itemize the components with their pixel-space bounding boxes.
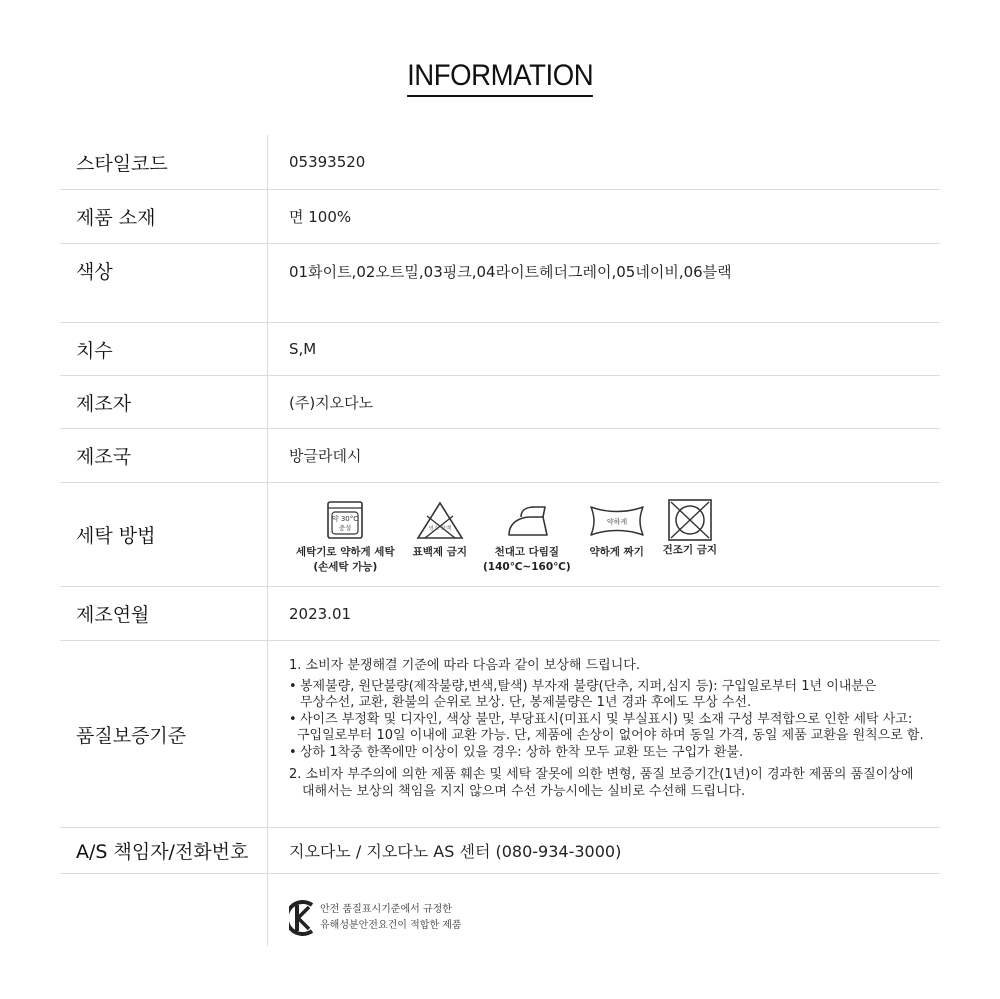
wash-caption-dryer: [663, 543, 717, 558]
row-mfg-date: [60, 587, 940, 641]
style-code-value: 05393520: [289, 153, 366, 171]
quality-bullet-1a: 봉제불량, 원단불량(제작불량,변색,탈색) 부자재 불량(단추, 지퍼,심지 등): 구입일로부터 1년 이내분은: [300, 678, 877, 694]
wring-inner-text: 약하게: [606, 518, 627, 526]
washing-icons: [268, 483, 733, 586]
quality-bullet-3: [289, 745, 924, 762]
quality-bullet-2b: 구입일로부터 10일 이내에 교환 가능. 단, 제품에 손상이 없어야 하며 동일 가격, 동일 제품 교환을 원칙으로 함.: [297, 728, 924, 743]
wash-caption-iron: [483, 545, 571, 575]
color-value: 01화이트,02오트밀,03핑크,04라이트헤더그레이,05네이비,06블랙: [289, 263, 732, 281]
wash-item-bleach: [413, 499, 467, 560]
wash-caption-iron-1: 천대고 다림질: [494, 546, 560, 558]
no-tumble-dry-icon: [666, 499, 714, 541]
wash-caption-machine: [296, 545, 395, 575]
iron-icon: [503, 499, 551, 541]
washtub-30c-icon: [325, 499, 365, 541]
mfg-date-value: 2023.01: [289, 604, 352, 623]
kc-text-line-2: 유해성분안전요건이 적합한 제품: [320, 920, 462, 931]
row-maker: [60, 376, 940, 429]
gentle-wring-icon: [587, 499, 647, 541]
title-wrap: [0, 58, 1000, 97]
country-label: 제조국: [60, 429, 268, 482]
country-value: 방글라데시: [289, 447, 362, 465]
row-washing: [60, 483, 940, 587]
quality-bullet-2a: 사이즈 부정확 및 디자인, 색상 불만, 부당표시(미표시 및 부실표시) 및 소재 구성 부적합으로 인한 세탁 사고:: [300, 711, 913, 727]
quality-bullet-2: [289, 712, 924, 745]
wash-item-machine: [296, 499, 395, 575]
style-code-label: 스타일코드: [60, 135, 268, 189]
info-table: [60, 135, 940, 946]
size-value: S,M: [289, 340, 317, 358]
kc-text-line-1: 안전 품질표시기준에서 규정한: [320, 904, 452, 915]
bullet-icon: •: [289, 678, 297, 694]
wash-item-wring: [587, 499, 647, 560]
no-bleach-icon: [415, 499, 465, 541]
quality-label: 품질보증기준: [60, 641, 268, 827]
washtub-neutral-text: 중성: [339, 524, 352, 532]
size-label: 치수: [60, 323, 268, 375]
row-color: [60, 244, 940, 323]
row-material: [60, 190, 940, 244]
wash-item-dryer: [663, 499, 717, 558]
material-value: 면 100%: [289, 208, 352, 226]
quality-bullet-1b: 무상수선, 교환, 환불의 순위로 보상. 단, 봉제불량은 1년 경과 후에도 무상 수선.: [300, 695, 752, 710]
row-as: [60, 828, 940, 874]
quality-line-2a: 2. 소비자 부주의에 의한 제품 훼손 및 세탁 잘못에 의한 변형, 품질 보증기간(1년)이 경과한 제품의 품질이상에: [289, 767, 914, 782]
bullet-icon: •: [289, 711, 297, 727]
row-quality: [60, 641, 940, 828]
wash-caption-wring: [589, 545, 643, 560]
page-title: INFORMATION: [407, 58, 593, 97]
kc-certification: [268, 874, 462, 946]
wash-caption-bleach-1: 표백제 금지: [412, 546, 467, 558]
color-label: 색상: [60, 244, 268, 322]
bleach-inner-text: 염소 표백: [428, 526, 452, 532]
quality-line-2b: 대해서는 보상의 책임을 지지 않으며 수선 가능시에는 실비로 수선해 드립니다.: [302, 783, 746, 799]
material-label: 제품 소재: [60, 190, 268, 243]
quality-bullet-1: [289, 679, 924, 712]
washtub-temp-text: 약 30°C: [332, 515, 359, 523]
bullet-icon: •: [289, 744, 297, 760]
wash-caption-machine-1: 세탁기로 약하게 세탁: [296, 546, 395, 558]
kc-mark-icon: [289, 899, 315, 937]
row-kc: [60, 874, 940, 946]
row-size: [60, 323, 940, 376]
wash-caption-machine-2: (손세탁 가능): [313, 561, 378, 573]
washing-label: 세탁 방법: [60, 483, 268, 586]
mfg-date-label: 제조연월: [60, 587, 268, 640]
wash-caption-dryer-1: 건조기 금지: [662, 544, 718, 556]
maker-value: (주)지오다노: [289, 393, 374, 412]
kc-label-empty: [60, 874, 268, 946]
quality-line-1: 1. 소비자 분쟁해결 기준에 따라 다음과 같이 보상해 드립니다.: [289, 658, 640, 673]
wash-caption-iron-2: (140℃~160℃): [482, 561, 571, 573]
quality-bullet-3a: 상하 1착중 한쪽에만 이상이 있을 경우: 상하 한착 모두 교환 또는 구입가 환불.: [300, 744, 744, 760]
wash-item-iron: [483, 499, 571, 575]
quality-text: [268, 641, 924, 827]
row-country: [60, 429, 940, 483]
as-label: A/S 책임자/전화번호: [60, 828, 268, 873]
wash-caption-wring-1: 약하게 짜기: [589, 546, 644, 558]
wash-caption-bleach: [413, 545, 467, 560]
kc-text: [320, 902, 462, 934]
as-value: 지오다노 / 지오다노 AS 센터 (080-934-3000): [289, 842, 622, 861]
maker-label: 제조자: [60, 376, 268, 428]
row-style-code: [60, 135, 940, 190]
